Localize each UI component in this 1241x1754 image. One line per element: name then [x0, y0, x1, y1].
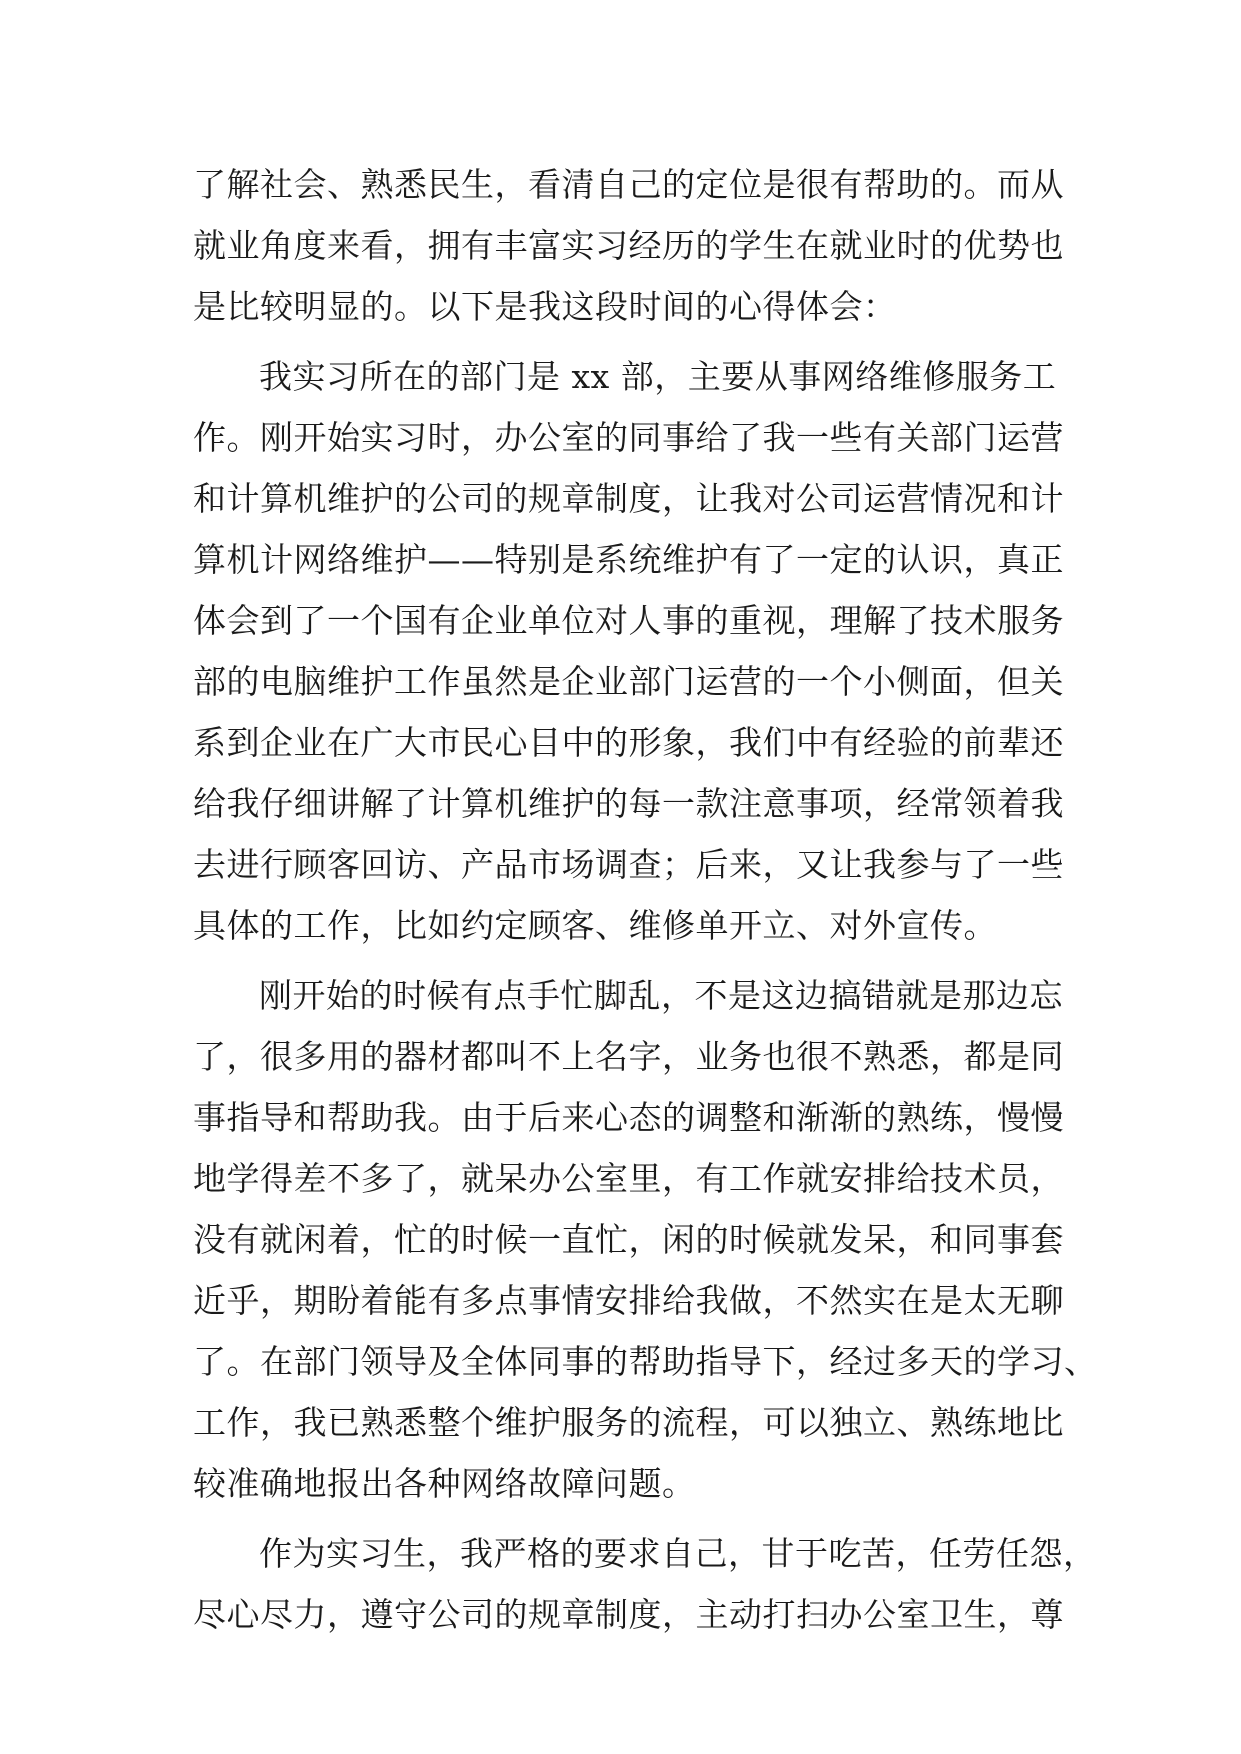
text-line: 给我仔细讲解了计算机维护的每一款注意事项，经常领着我 — [193, 784, 1064, 823]
text-line: 地学得差不多了，就呆办公室里，有工作就安排给技术员， — [193, 1159, 1064, 1198]
paragraph-3 — [193, 965, 1098, 1514]
paragraph-4 — [193, 1523, 1097, 1645]
paragraph-2 — [193, 346, 1064, 956]
text-line: 去进行顾客回访、产品市场调查；后来，又让我参与了一些 — [193, 845, 1064, 884]
text-line: 尽心尽力，遵守公司的规章制度，主动打扫办公室卫生，尊 — [193, 1595, 1064, 1634]
document-body — [193, 154, 1098, 1645]
text-line: 和计算机维护的公司的规章制度，让我对公司运营情况和计 — [193, 479, 1064, 518]
paragraph-1 — [193, 154, 1064, 337]
text-line: 没有就闲着，忙的时候一直忙，闲的时候就发呆，和同事套 — [193, 1220, 1064, 1259]
text-line: 是比较明显的。以下是我这段时间的心得体会： — [193, 287, 897, 326]
text-line: 作。刚开始实习时，办公室的同事给了我一些有关部门运营 — [193, 418, 1064, 457]
text-line: 近乎，期盼着能有多点事情安排给我做，不然实在是太无聊 — [193, 1281, 1064, 1320]
text-line: 部的电脑维护工作虽然是企业部门运营的一个小侧面，但关 — [193, 662, 1064, 701]
text-line: 作为实习生，我严格的要求自己，甘于吃苦，任劳任怨， — [259, 1534, 1097, 1573]
text-line: 工作，我已熟悉整个维护服务的流程，可以独立、熟练地比 — [193, 1403, 1064, 1442]
text-line: 体会到了一个国有企业单位对人事的重视，理解了技术服务 — [193, 601, 1064, 640]
text-line: 具体的工作，比如约定顾客、维修单开立、对外宣传。 — [193, 906, 997, 945]
text-line: 了解社会、熟悉民生，看清自己的定位是很有帮助的。而从 — [193, 165, 1064, 204]
text-line: 较准确地报出各种网络故障问题。 — [193, 1464, 696, 1503]
text-line: 算机计网络维护——特别是系统维护有了一定的认识，真正 — [193, 540, 1064, 579]
text-line: 系到企业在广大市民心目中的形象，我们中有经验的前辈还 — [193, 723, 1064, 762]
text-line: 了。在部门领导及全体同事的帮助指导下，经过多天的学习、 — [193, 1342, 1098, 1381]
text-line: 事指导和帮助我。由于后来心态的调整和渐渐的熟练，慢慢 — [193, 1098, 1064, 1137]
text-line: 就业角度来看，拥有丰富实习经历的学生在就业时的优势也 — [193, 226, 1064, 265]
text-line: 了，很多用的器材都叫不上名字，业务也很不熟悉，都是同 — [193, 1037, 1064, 1076]
text-line: 刚开始的时候有点手忙脚乱，不是这边搞错就是那边忘 — [259, 976, 1063, 1015]
text-line: 我实习所在的部门是 xx 部，主要从事网络维修服务工 — [259, 357, 1057, 396]
